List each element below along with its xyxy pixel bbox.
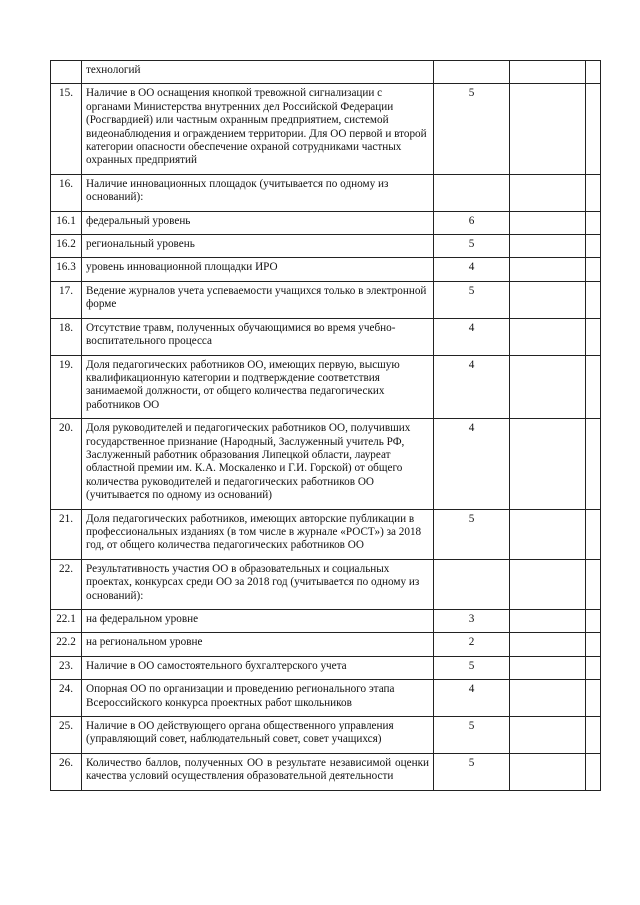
table-row — [51, 258, 601, 281]
empty-cell — [510, 509, 586, 559]
empty-cell — [510, 656, 586, 679]
score-value: 4 — [434, 419, 510, 509]
criterion-text: Наличие в ОО самостоятельного бухгалтерского учета — [82, 656, 434, 679]
row-number: 15. — [51, 84, 82, 174]
score-value — [434, 174, 510, 211]
criterion-text: Доля педагогических работников ОО, имеющих первую, высшую квалификационную категории и подтверждение соответствия занимаемой должности, от общего количества педагогических работников ОО — [82, 355, 434, 419]
score-value: 5 — [434, 717, 510, 754]
row-number — [51, 61, 82, 84]
row-number: 26. — [51, 753, 82, 790]
empty-cell — [586, 281, 601, 318]
empty-cell — [586, 211, 601, 234]
score-value: 4 — [434, 355, 510, 419]
empty-cell — [510, 258, 586, 281]
empty-cell — [586, 61, 601, 84]
score-value: 5 — [434, 281, 510, 318]
criterion-text: на региональном уровне — [82, 633, 434, 656]
empty-cell — [586, 610, 601, 633]
empty-cell — [586, 717, 601, 754]
empty-cell — [510, 610, 586, 633]
row-number: 20. — [51, 419, 82, 509]
table-row — [51, 419, 601, 509]
empty-cell — [586, 355, 601, 419]
row-number: 25. — [51, 717, 82, 754]
table-row — [51, 211, 601, 234]
empty-cell — [510, 355, 586, 419]
table-row — [51, 355, 601, 419]
empty-cell — [510, 61, 586, 84]
table-row — [51, 717, 601, 754]
criterion-text: Результативность участия ОО в образовательных и социальных проектах, конкурсах среди ОО за 2018 год (учитывается по одному из оснований): — [82, 559, 434, 609]
empty-cell — [510, 318, 586, 355]
empty-cell — [586, 258, 601, 281]
score-value: 6 — [434, 211, 510, 234]
criterion-text: Отсутствие травм, полученных обучающимися во время учебно-воспитательного процесса — [82, 318, 434, 355]
criterion-text: Ведение журналов учета успеваемости учащихся только в электронной форме — [82, 281, 434, 318]
criterion-text: Опорная ОО по организации и проведению регионального этапа Всероссийского конкурса проектных работ школьников — [82, 680, 434, 717]
criterion-text: уровень инновационной площадки ИРО — [82, 258, 434, 281]
table-row — [51, 509, 601, 559]
criterion-text: региональный уровень — [82, 235, 434, 258]
empty-cell — [586, 633, 601, 656]
table-row — [51, 656, 601, 679]
score-value: 5 — [434, 84, 510, 174]
score-value: 5 — [434, 235, 510, 258]
table-row — [51, 559, 601, 609]
empty-cell — [586, 680, 601, 717]
empty-cell — [586, 509, 601, 559]
score-value: 2 — [434, 633, 510, 656]
row-number: 17. — [51, 281, 82, 318]
criteria-table-body — [51, 61, 601, 791]
table-row — [51, 61, 601, 84]
row-number: 18. — [51, 318, 82, 355]
row-number: 16. — [51, 174, 82, 211]
empty-cell — [586, 753, 601, 790]
row-number: 19. — [51, 355, 82, 419]
empty-cell — [510, 235, 586, 258]
criterion-text: Количество баллов, полученных ОО в результате независимой оценки качества условий осуществления образовательной деятельности — [82, 753, 434, 790]
row-number: 23. — [51, 656, 82, 679]
empty-cell — [510, 753, 586, 790]
row-number: 21. — [51, 509, 82, 559]
table-row — [51, 235, 601, 258]
empty-cell — [586, 84, 601, 174]
empty-cell — [510, 633, 586, 656]
empty-cell — [586, 235, 601, 258]
empty-cell — [586, 559, 601, 609]
empty-cell — [510, 211, 586, 234]
criterion-text: Наличие в ОО действующего органа общественного управления (управляющий совет, наблюдательный совет, совет учащихся) — [82, 717, 434, 754]
empty-cell — [586, 656, 601, 679]
empty-cell — [510, 174, 586, 211]
criterion-text: Доля руководителей и педагогических работников ОО, получивших государственное признание (Народный, Заслуженный учитель РФ, Заслуженный работник образования Липецкой области, лауреат областной премии им. К.А. Москаленко и Г.И. Горской) от общего количества руководителей и педагогических работников ОО (учитывается по одному из оснований) — [82, 419, 434, 509]
row-number: 16.3 — [51, 258, 82, 281]
empty-cell — [510, 84, 586, 174]
score-value — [434, 61, 510, 84]
row-number: 16.2 — [51, 235, 82, 258]
score-value: 5 — [434, 656, 510, 679]
empty-cell — [510, 419, 586, 509]
empty-cell — [586, 174, 601, 211]
row-number: 22.2 — [51, 633, 82, 656]
table-row — [51, 610, 601, 633]
row-number: 16.1 — [51, 211, 82, 234]
score-value: 5 — [434, 509, 510, 559]
table-row — [51, 174, 601, 211]
score-value: 4 — [434, 318, 510, 355]
table-row — [51, 680, 601, 717]
empty-cell — [510, 680, 586, 717]
score-value — [434, 559, 510, 609]
table-row — [51, 753, 601, 790]
row-number: 22. — [51, 559, 82, 609]
score-value: 4 — [434, 680, 510, 717]
empty-cell — [510, 717, 586, 754]
table-row — [51, 84, 601, 174]
score-value: 4 — [434, 258, 510, 281]
row-number: 22.1 — [51, 610, 82, 633]
table-row — [51, 318, 601, 355]
criterion-text: Наличие инновационных площадок (учитывается по одному из оснований): — [82, 174, 434, 211]
table-row — [51, 281, 601, 318]
empty-cell — [586, 419, 601, 509]
criterion-text: технологий — [82, 61, 434, 84]
criteria-table — [50, 60, 601, 791]
criterion-text: Доля педагогических работников, имеющих авторские публикации в профессиональных изданиях (в том числе в журнале «РОСТ») за 2018 год, от общего количества педагогических работников ОО — [82, 509, 434, 559]
criterion-text: Наличие в ОО оснащения кнопкой тревожной сигнализации с органами Министерства внутренних дел Российской Федерации (Росгвардией) или частным охранным предприятием, системой видеонаблюдения и ограждением территории. Для ОО первой и второй категории опасности обеспечение охраной сотрудниками частных охранных предприятий — [82, 84, 434, 174]
criterion-text: на федеральном уровне — [82, 610, 434, 633]
score-value: 3 — [434, 610, 510, 633]
score-value: 5 — [434, 753, 510, 790]
empty-cell — [510, 559, 586, 609]
empty-cell — [586, 318, 601, 355]
empty-cell — [510, 281, 586, 318]
table-row — [51, 633, 601, 656]
row-number: 24. — [51, 680, 82, 717]
criterion-text: федеральный уровень — [82, 211, 434, 234]
